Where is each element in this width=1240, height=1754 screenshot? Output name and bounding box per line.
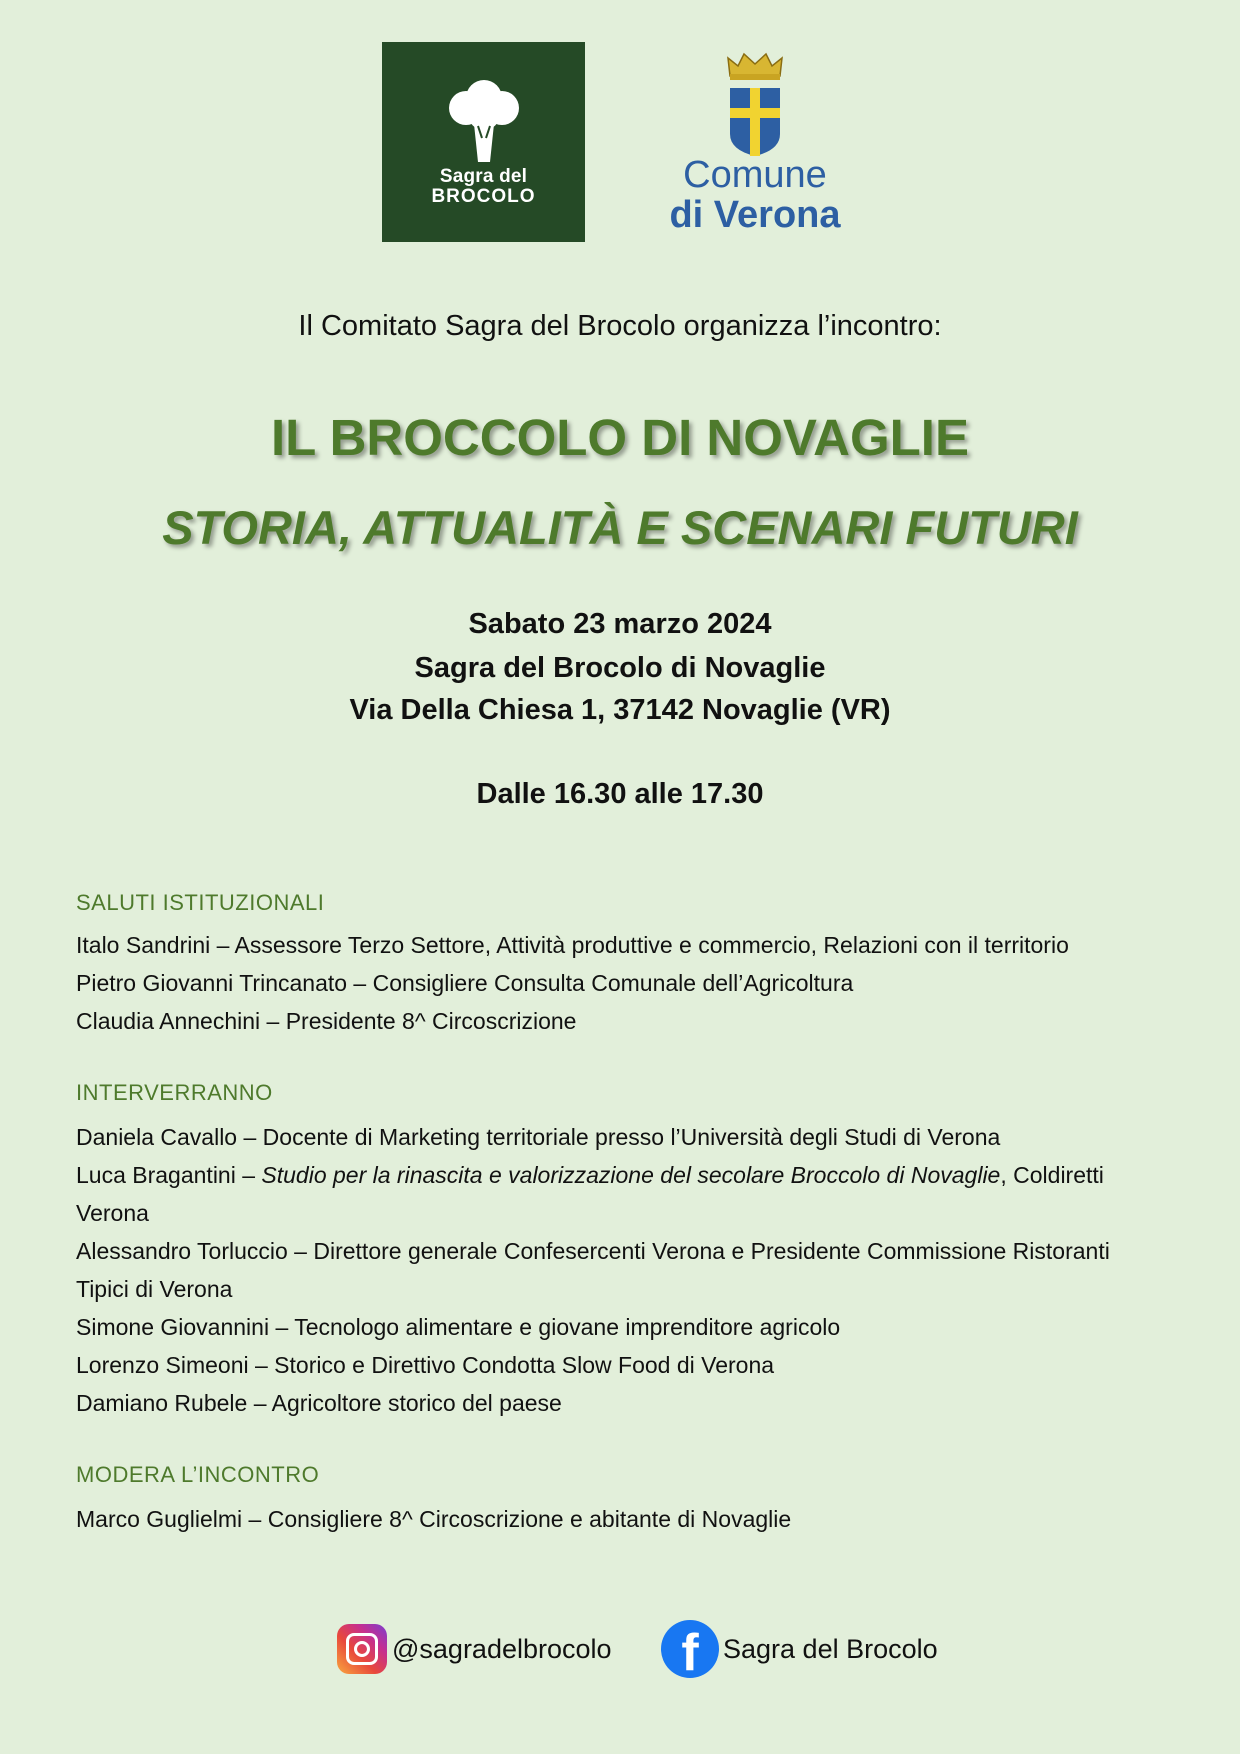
saluti-line: Claudia Annechini – Presidente 8^ Circoscrizione bbox=[76, 1008, 577, 1034]
logo-row bbox=[0, 42, 1240, 242]
saluti-line: Pietro Giovanni Trincanato – Consigliere Consulta Comunale dell’Agricoltura bbox=[76, 970, 854, 996]
facebook-page[interactable]: Sagra del Brocolo bbox=[723, 1634, 938, 1664]
intro-text: Il Comitato Sagra del Brocolo organizza l’incontro: bbox=[298, 310, 942, 342]
event-date: Sabato 23 marzo 2024 bbox=[468, 608, 772, 640]
speaker-line-continuation: Tipici di Verona bbox=[76, 1276, 233, 1302]
sagra-logo-line2: BROCOLO bbox=[431, 186, 536, 207]
verona-coat-of-arms-icon bbox=[722, 50, 788, 158]
instagram-icon[interactable] bbox=[337, 1624, 387, 1674]
speaker-line: Simone Giovannini – Tecnologo alimentare e giovane imprenditore agricolo bbox=[76, 1314, 841, 1340]
main-title: IL BROCCOLO DI NOVAGLIE bbox=[271, 409, 969, 466]
comune-di-verona-logo bbox=[660, 50, 850, 250]
speaker-line-continuation: Verona bbox=[76, 1200, 149, 1226]
social-links bbox=[0, 1620, 1240, 1680]
speaker-line: Damiano Rubele – Agricoltore storico del paese bbox=[76, 1390, 562, 1416]
sagra-logo-line1: Sagra del bbox=[439, 166, 528, 187]
event-time: Dalle 16.30 alle 17.30 bbox=[476, 778, 764, 810]
speaker-line bbox=[76, 1156, 1176, 1194]
saluti-line: Italo Sandrini – Assessore Terzo Settore, Attività produttive e commercio, Relazioni con il territorio bbox=[76, 932, 1069, 958]
speaker-line: Alessandro Torluccio – Direttore generale Confesercenti Verona e Presidente Commissione Ristoranti bbox=[76, 1238, 1110, 1264]
event-address: Via Della Chiesa 1, 37142 Novaglie (VR) bbox=[349, 694, 891, 726]
broccoli-icon bbox=[444, 80, 524, 164]
modera-heading: MODERA L’INCONTRO bbox=[76, 1462, 320, 1487]
instagram-handle[interactable]: @sagradelbrocolo bbox=[392, 1634, 612, 1664]
speaker-study-title: Studio per la rinascita e valorizzazione del secolare Broccolo di Novaglie bbox=[261, 1162, 1001, 1188]
verona-logo-line2: di Verona bbox=[669, 194, 841, 236]
speaker-line: Lorenzo Simeoni – Storico e Direttivo Condotta Slow Food di Verona bbox=[76, 1352, 775, 1378]
speaker-line: Daniela Cavallo – Docente di Marketing territoriale presso l’Università degli Studi di Verona bbox=[76, 1124, 1001, 1150]
facebook-icon[interactable]: f bbox=[661, 1620, 719, 1678]
speaker-org: , Coldiretti bbox=[1000, 1162, 1104, 1188]
subtitle: STORIA, ATTUALITÀ E SCENARI FUTURI bbox=[162, 501, 1078, 554]
verona-logo-line1: Comune bbox=[683, 154, 827, 196]
saluti-heading: SALUTI ISTITUZIONALI bbox=[76, 890, 325, 915]
interverranno-heading: INTERVERRANNO bbox=[76, 1080, 273, 1105]
sagra-del-brocolo-logo bbox=[382, 42, 585, 242]
speaker-name: Luca Bragantini – bbox=[76, 1162, 262, 1188]
moderator-line: Marco Guglielmi – Consigliere 8^ Circoscrizione e abitante di Novaglie bbox=[76, 1506, 792, 1532]
event-venue: Sagra del Brocolo di Novaglie bbox=[414, 652, 826, 684]
